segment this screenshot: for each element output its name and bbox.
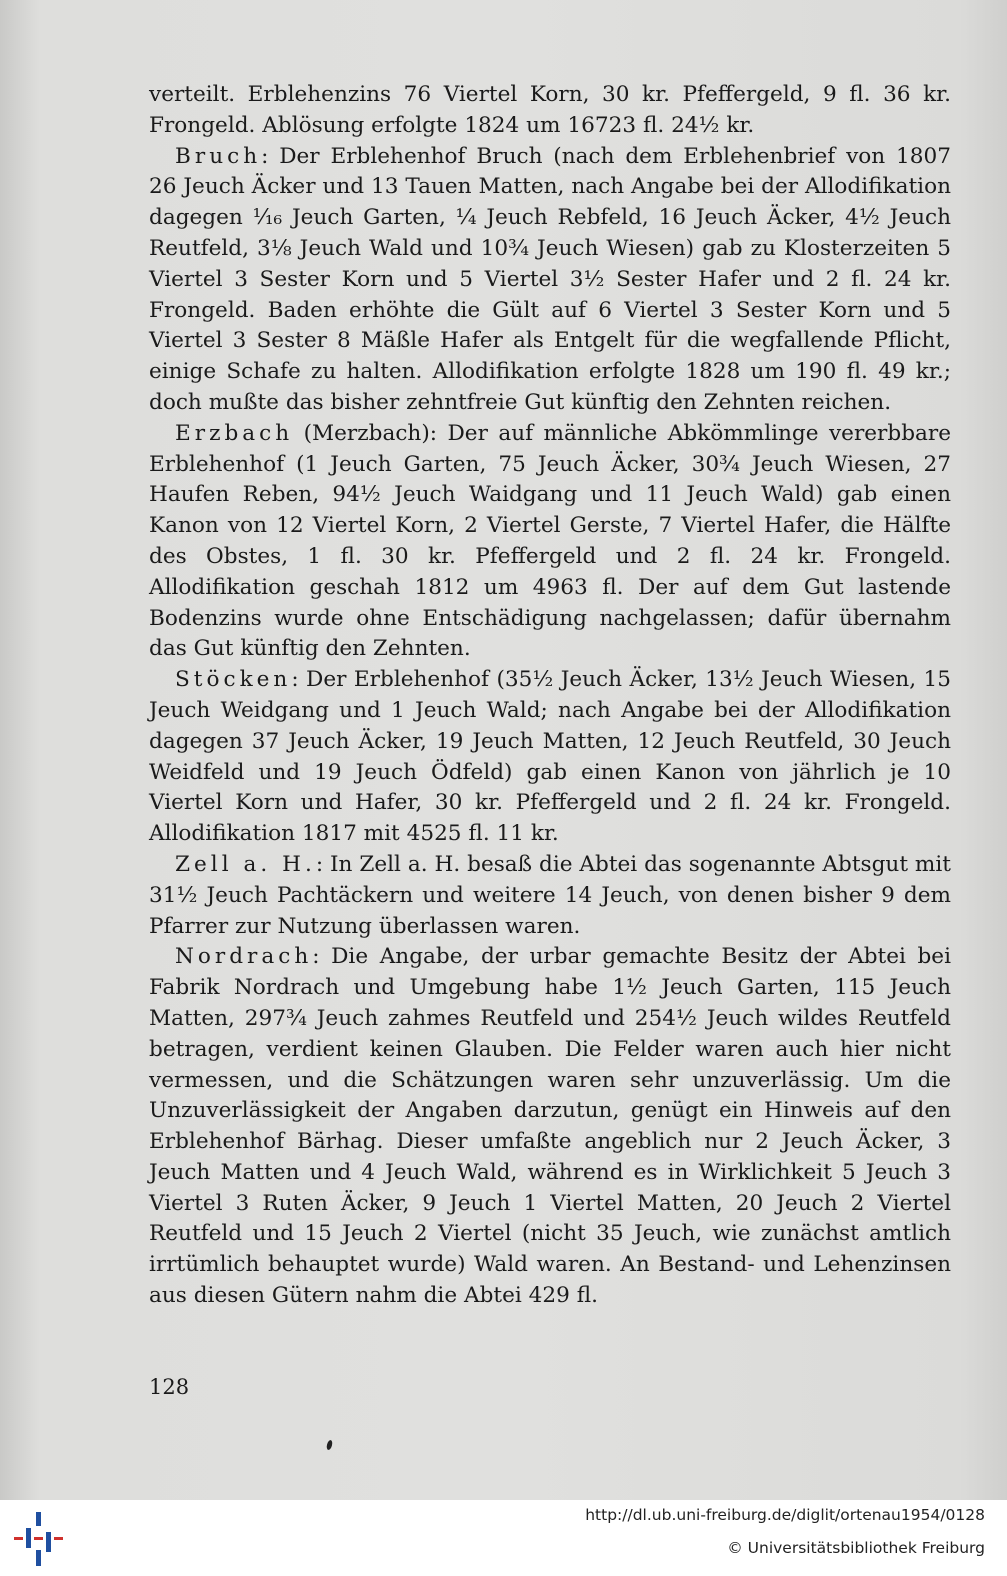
ub-freiburg-logo-icon[interactable] xyxy=(12,1510,64,1566)
page-number: 128 xyxy=(149,1375,190,1399)
section-lead: Zell a. H. xyxy=(175,851,316,877)
paragraph-text: : Die Angabe, der urbar gemachte Besitz der Abtei bei Fabrik Nordrach und Umgebung habe 1½ Jeuch Garten, 115 Jeuch Matten, 297¾ Jeuch zahmes Reutfeld und 254½ Jeuch wildes Reutfeld betragen, verdient keinen Glauben. Die Felder waren auch hier nicht vermessen, und die Schätzungen waren sehr unzuverlässig. Um die Unzuverlässigkeit der Angaben darzutun, genügt ein Hinweis auf den Erblehenhof Bärhag. Dieser umfaßte angeblich nur 2 Jeuch Äcker, 3 Jeuch Matten und 4 Jeuch Wald, während es in Wirklichkeit 5 Jeuch 3 Viertel 3 Ruten Äcker, 9 Jeuch 1 Viertel Matten, 20 Jeuch 2 Viertel Reutfeld und 15 Jeuch 2 Viertel (nicht 35 Jeuch, wie zunächst amtlich irrtümlich behauptet wurde) Wald waren. An Bestand- und Lehenzinsen aus diesen Gütern nahm die Abtei 429 fl. xyxy=(149,944,951,1309)
logo-bar-center-bottom xyxy=(36,1550,41,1566)
paragraph-nordrach xyxy=(149,942,951,1312)
logo-bar-right xyxy=(46,1532,51,1552)
paragraph-text: : Der Erblehenhof Bruch (nach dem Erblehenbrief von 1807 26 Jeuch Äcker und 13 Tauen Matten, nach Angabe bei der Allodifikation dagegen ¹⁄₁₆ Jeuch Garten, ¼ Jeuch Rebfeld, 16 Jeuch Äcker, 4½ Jeuch Reutfeld, 3⅛ Jeuch Wald und 10¾ Jeuch Wiesen) gab zu Klosterzeiten 5 Viertel 3 Sester Korn und 5 Viertel 3½ Sester Hafer und 2 fl. 24 kr. Frongeld. Baden erhöhte die Gült auf 6 Viertel 3 Sester Korn und 5 Viertel 3 Sester 8 Mäßle Hafer als Entgelt für die wegfallende Pflicht, einige Schafe zu halten. Allodifikation erfolgte 1828 um 190 fl. 49 kr.; doch mußte das bisher zehntfreie Gut künftig den Zehnten reichen. xyxy=(149,143,951,415)
logo-dash-left xyxy=(14,1537,23,1540)
paragraph-text: : In Zell a. H. besaß die Abtei das sogenannte Abtsgut mit 31½ Jeuch Pachtäckern und weitere 14 Jeuch, von denen bisher 9 dem Pfarrer zur Nutzung überlassen waren. xyxy=(149,851,951,939)
section-lead: Erzbach xyxy=(175,420,294,446)
section-lead: Bruch xyxy=(175,143,262,169)
section-lead: Stöcken xyxy=(175,667,292,693)
paragraph-erzbach xyxy=(149,419,951,665)
paragraph-text: : Der Erblehenhof (35½ Jeuch Äcker, 13½ Jeuch Wiesen, 15 Jeuch Weidgang und 1 Jeuch Wald; nach Angabe bei der Allodifikation dagegen 37 Jeuch Äcker, 19 Jeuch Matten, 12 Jeuch Reutfeld, 30 Jeuch Weidfeld und 19 Jeuch Ödfeld) gab einen Kanon von jährlich je 10 Viertel Korn und Hafer, 30 kr. Pfeffergeld und 2 fl. 24 kr. Frongeld. Allodifikation 1817 mit 4525 fl. 11 kr. xyxy=(149,667,951,847)
paragraph-zell xyxy=(149,850,951,942)
body-text xyxy=(149,80,951,1312)
logo-dash-center xyxy=(34,1537,43,1540)
paragraph-text: (Merzbach): Der auf männliche Abkömmlinge vererbbare Erblehenhof (1 Jeuch Garten, 75 Jeuch Äcker, 30¾ Jeuch Wiesen, 27 Haufen Reben, 94½ Jeuch Waidgang und 11 Jeuch Wald) gab einen Kanon von 12 Viertel Korn, 2 Viertel Gerste, 7 Viertel Hafer, die Hälfte des Obstes, 1 fl. 30 kr. Pfeffergeld und 2 fl. 24 kr. Frongeld. Allodifikation geschah 1812 um 4963 fl. Der auf dem Gut lastende Bodenzins wurde ohne Entschädigung nachgelassen; dafür übernahm das Gut künftig den Zehnten. xyxy=(149,420,951,662)
copyright-notice: © Universitätsbibliothek Freiburg xyxy=(727,1539,985,1557)
paragraph-stoecken xyxy=(149,665,951,850)
paragraph-bruch xyxy=(149,142,951,419)
paragraph-text: verteilt. Erblehenzins 76 Viertel Korn, 30 kr. Pfeffergeld, 9 fl. 36 kr. Frongeld. Ablösung erfolgte 1824 um 16723 fl. 24½ kr. xyxy=(149,82,951,138)
paragraph-intro xyxy=(149,80,951,142)
logo-bar-left xyxy=(26,1528,31,1548)
logo-bar-center-top xyxy=(36,1512,41,1526)
section-lead: Nordrach xyxy=(175,944,313,970)
logo-dash-right xyxy=(54,1537,63,1540)
source-url-link[interactable]: http://dl.ub.uni-freiburg.de/diglit/ortenau1954/0128 xyxy=(585,1506,985,1524)
